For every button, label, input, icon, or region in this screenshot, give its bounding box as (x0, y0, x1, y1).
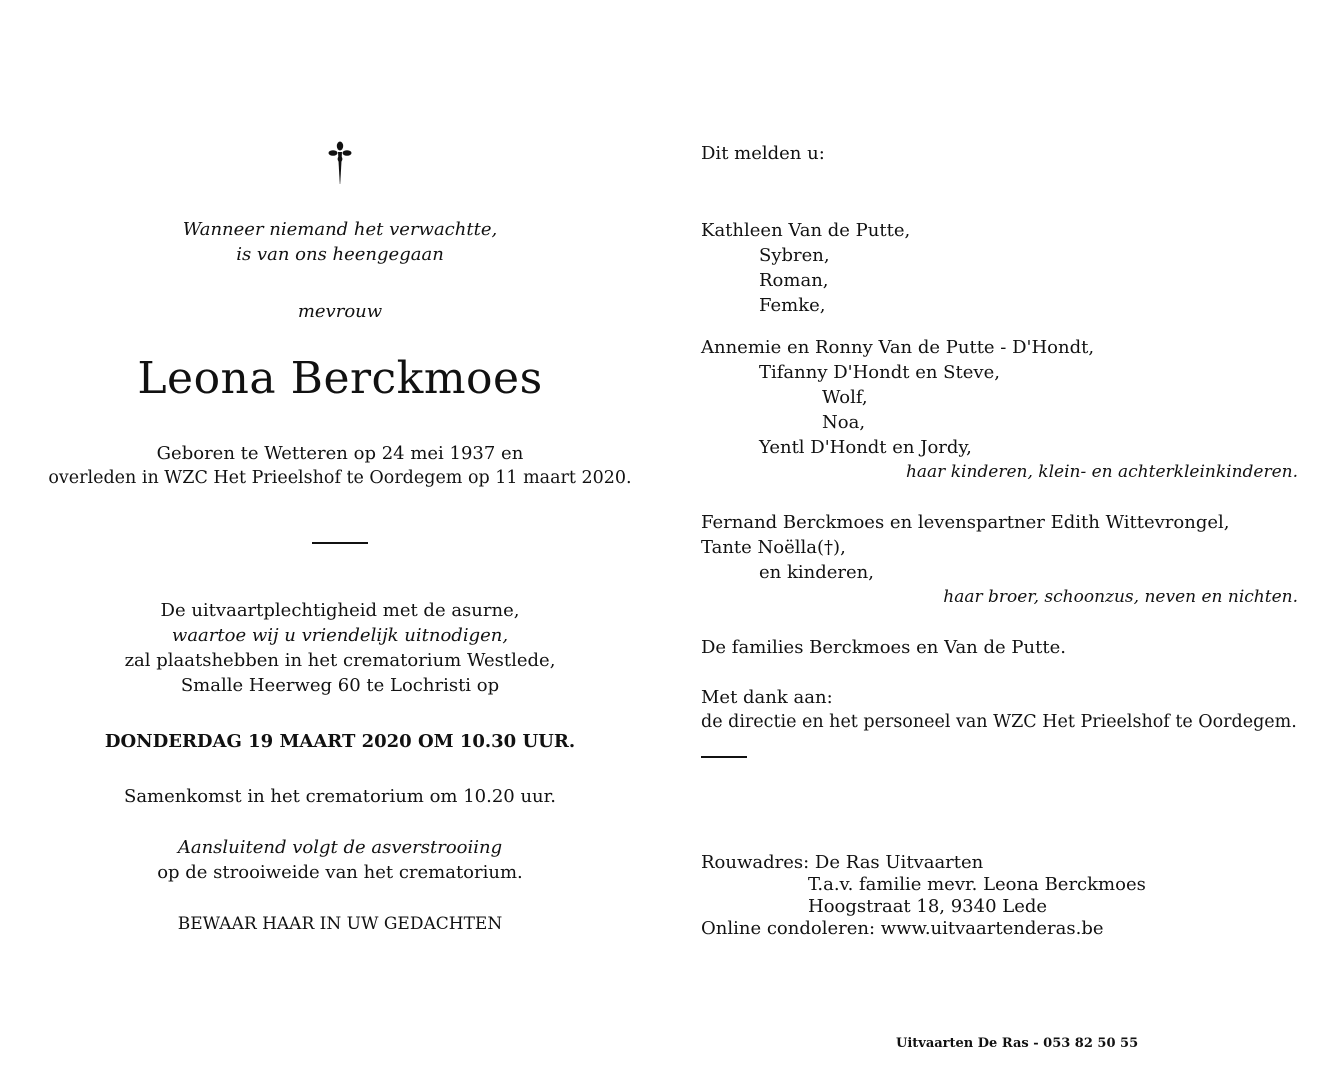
divider-right (701, 756, 747, 758)
family3-line-2: Tante Noëlla(†), (701, 537, 846, 558)
intro-line-1: Wanneer niemand het verwachtte, (182, 219, 498, 240)
intro-line-2: is van ons heengegaan (236, 244, 444, 265)
announce-line: Dit melden u: (701, 143, 825, 164)
family3-line-1: Fernand Berckmoes en levenspartner Edith Wittevrongel, (701, 512, 1230, 533)
title-word: mevrouw (297, 301, 383, 322)
family1-line-2: Sybren, (759, 245, 830, 266)
address-line-1: Rouwadres: De Ras Uitvaarten (701, 852, 984, 873)
families-line: De families Berckmoes en Van de Putte. (701, 637, 1066, 658)
death-line: overleden in WZC Het Prieelshof te Oordegem op 11 maart 2020. (48, 468, 632, 488)
family1-line-1: Kathleen Van de Putte, (701, 220, 911, 241)
family2-line-2: Tifanny D'Hondt en Steve, (759, 362, 1000, 383)
ceremony-line-3: zal plaatshebben in het crematorium Westlede, (124, 650, 556, 671)
divider (312, 542, 368, 544)
deceased-name: Leona Berckmoes (137, 353, 543, 404)
thanks-text: de directie en het personeel van WZC Het Prieelshof te Oordegem. (701, 712, 1297, 732)
address-line-2: T.a.v. familie mevr. Leona Berckmoes (808, 874, 1146, 895)
ceremony-line-2: waartoe wij u vriendelijk uitnodigen, (171, 625, 509, 646)
family2-relation: haar kinderen, klein- en achterkleinkinderen. (905, 462, 1298, 482)
family2-line-3: Wolf, (822, 387, 868, 408)
thanks-label: Met dank aan: (701, 687, 833, 708)
birth-line: Geboren te Wetteren op 24 mei 1937 en (156, 443, 524, 464)
ceremony-line-4: Smalle Heerweg 60 te Lochristi op (180, 675, 500, 696)
family2-line-5: Yentl D'Hondt en Jordy, (759, 437, 972, 458)
footer-contact: Uitvaarten De Ras - 053 82 50 55 (896, 1036, 1139, 1051)
gathering-line: Samenkomst in het crematorium om 10.20 uur. (123, 786, 557, 807)
family2-line-1: Annemie en Ronny Van de Putte - D'Hondt, (701, 337, 1095, 358)
family2-line-4: Noa, (822, 412, 866, 433)
family1-line-4: Femke, (759, 295, 826, 316)
ceremony-date: DONDERDAG 19 MAART 2020 OM 10.30 UUR. (104, 731, 576, 752)
address-line-4: Online condoleren: www.uitvaartenderas.be (701, 918, 1104, 939)
address-line-3: Hoogstraat 18, 9340 Lede (808, 896, 1048, 917)
closing-line: BEWAAR HAAR IN UW GEDACHTEN (177, 914, 503, 934)
family1-line-3: Roman, (759, 270, 829, 291)
ceremony-line-1: De uitvaartplechtigheid met de asurne, (160, 600, 520, 621)
family3-line-3: en kinderen, (759, 562, 874, 583)
scattering-line-1: Aansluitend volgt de asverstrooiing (177, 837, 503, 858)
family3-relation: haar broer, schoonzus, neven en nichten. (943, 587, 1298, 607)
scattering-line-2: op de strooiweide van het crematorium. (157, 862, 523, 883)
cross-icon (326, 140, 354, 186)
